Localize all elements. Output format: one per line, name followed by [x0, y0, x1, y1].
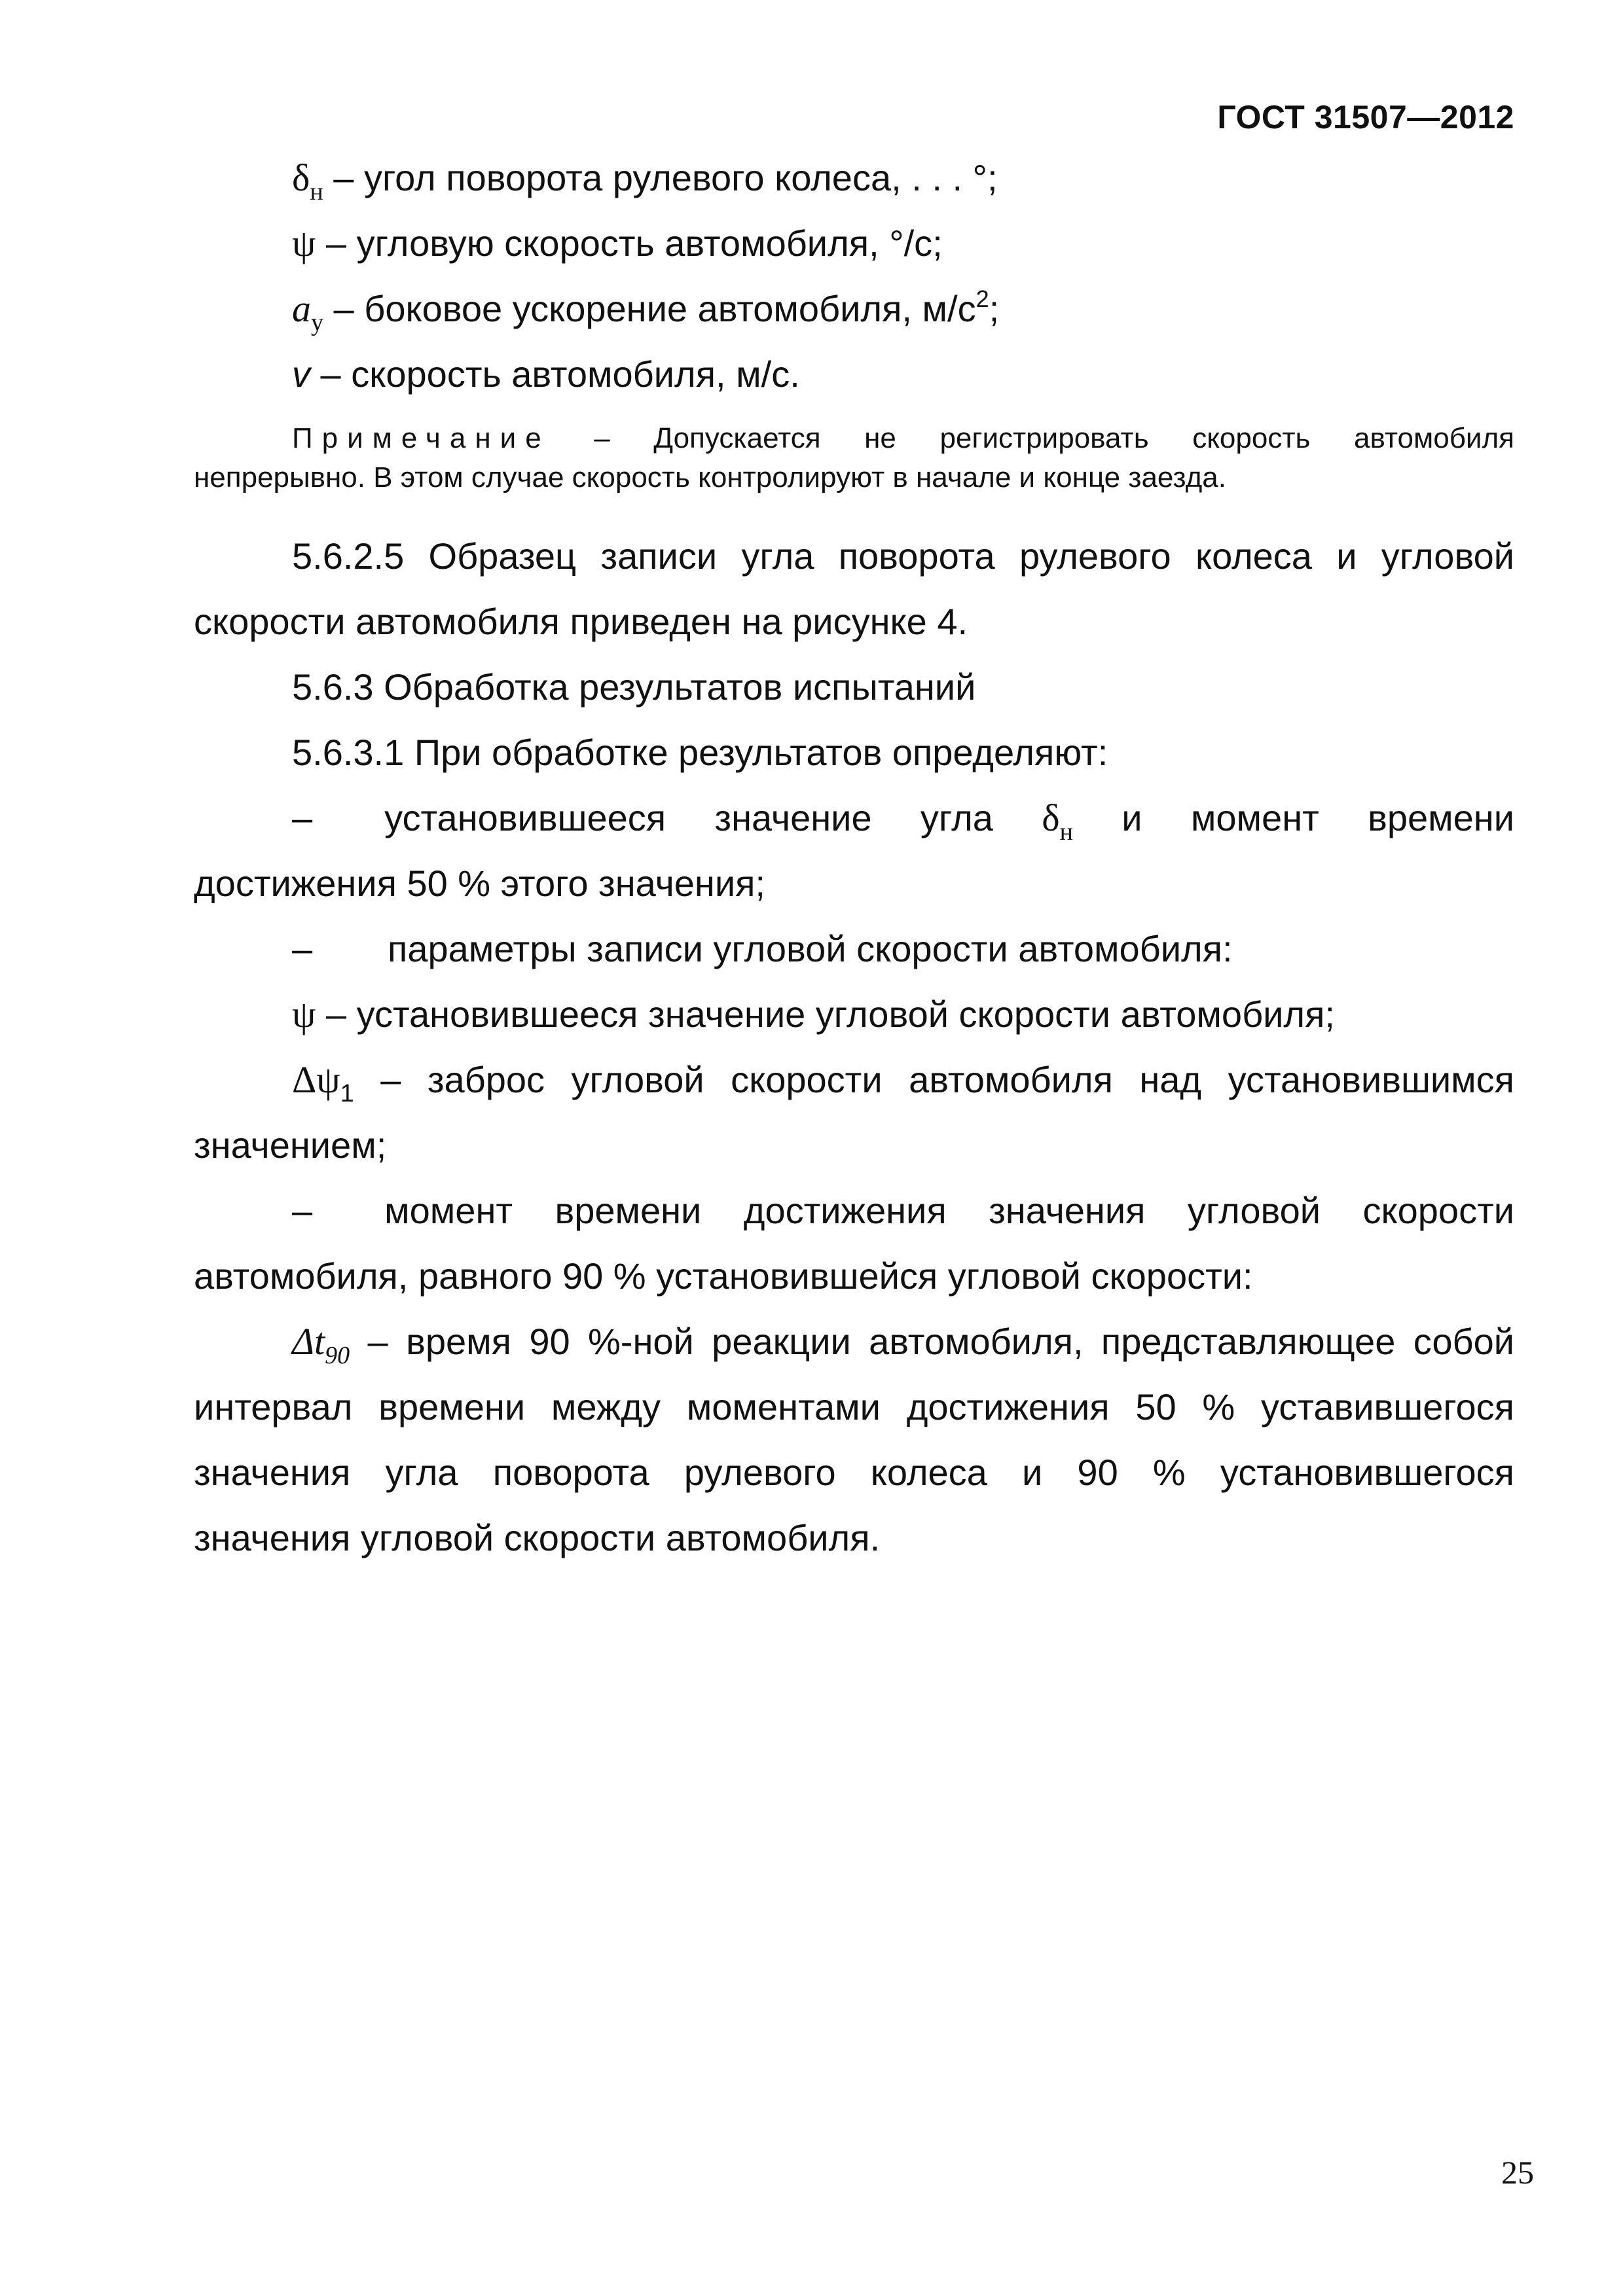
delta-symbol: δ — [292, 156, 310, 199]
definition-psi — [292, 211, 1514, 276]
note-text: – Допускается не регистрировать скорость автомобиля — [550, 422, 1514, 454]
dash: – — [292, 1190, 313, 1231]
definition-tail: ; — [989, 288, 1000, 329]
definition-text: – боковое ускорение автомобиля, м/с — [323, 288, 976, 329]
document-number: ГОСТ 31507—2012 — [1217, 99, 1514, 135]
a-subscript: y — [311, 309, 323, 336]
note-label: Примечание — [292, 422, 551, 454]
definition-delta-t-line-4: значения угловой скорости автомобиля. — [194, 1517, 881, 1558]
definition-text: – установившееся значение угловой скорости автомобиля; — [316, 994, 1335, 1035]
dash: – — [292, 928, 313, 969]
page-number: 25 — [1501, 2154, 1534, 2191]
list-item-3-line-1 — [292, 1178, 1514, 1244]
definition-ay — [292, 276, 1514, 346]
paragraph-5625-line-2: скорости автомобиля приведен на рисунке 4. — [194, 601, 968, 642]
list-item-text: момент времени достижения значения угловой скорости — [384, 1190, 1514, 1231]
delta-psi-subscript: 1 — [340, 1080, 354, 1107]
list-item-1-line-1 — [292, 785, 1514, 855]
psi-symbol: ψ — [292, 993, 316, 1035]
list-item-2 — [292, 916, 1514, 982]
definition-delta-h — [292, 145, 1514, 215]
note-line-2: непрерывно. В этом случае скорость контролируют в начале и конце заезда. — [194, 461, 1226, 493]
list-item-text: установившееся значение угла — [384, 797, 1042, 838]
delta-psi-symbol: Δψ — [292, 1058, 340, 1101]
delta-subscript: н — [310, 178, 323, 206]
list-item-1-line-2: достижения 50 % этого значения; — [194, 863, 765, 904]
delta-symbol: δ — [1042, 797, 1060, 839]
definition-text: – время 90 %-ной реакции автомобиля, представляющее собой — [350, 1321, 1514, 1362]
definition-delta-psi-line-1 — [292, 1047, 1514, 1117]
definition-delta-t-line-3: значения угла поворота рулевого колеса и 90 % установившегося — [194, 1452, 1514, 1493]
psi-symbol: ψ — [292, 222, 316, 264]
delta-subscript: н — [1059, 818, 1073, 846]
v-symbol: v — [292, 353, 310, 395]
definition-v — [292, 342, 1514, 407]
list-item-text: и момент времени — [1072, 797, 1514, 838]
dash: – — [292, 797, 313, 838]
list-item-text: параметры записи угловой скорости автомобиля: — [388, 928, 1233, 969]
definition-text: – угол поворота рулевого колеса, . . . °; — [323, 157, 998, 198]
definition-psi-steady — [292, 982, 1514, 1047]
list-item-3-line-2: автомобиля, равного 90 % установившейся угловой скорости: — [194, 1255, 1253, 1297]
superscript: 2 — [976, 285, 989, 312]
delta-t-subscript: 90 — [325, 1342, 350, 1369]
section-heading-563: 5.6.3 Обработка результатов испытаний — [292, 666, 976, 708]
definition-text: – угловую скорость автомобиля, °/с; — [316, 223, 943, 264]
note-line-1 — [292, 419, 1514, 458]
definition-delta-psi-line-2: значением; — [194, 1124, 387, 1166]
a-symbol: a — [292, 287, 311, 330]
paragraph-5625-line-1: 5.6.2.5 Образец записи угла поворота рулевого колеса и угловой — [292, 535, 1514, 577]
definition-delta-t-line-1 — [292, 1309, 1514, 1379]
definition-text: – заброс угловой скорости автомобиля над установившимся — [354, 1059, 1514, 1100]
definition-text: – скорость автомобиля, м/с. — [310, 353, 800, 395]
delta-t-symbol: Δt — [292, 1320, 325, 1363]
definition-delta-t-line-2: интервал времени между моментами достижения 50 % уставившегося — [194, 1386, 1514, 1427]
paragraph-5631: 5.6.3.1 При обработке результатов определяют: — [292, 732, 1108, 773]
